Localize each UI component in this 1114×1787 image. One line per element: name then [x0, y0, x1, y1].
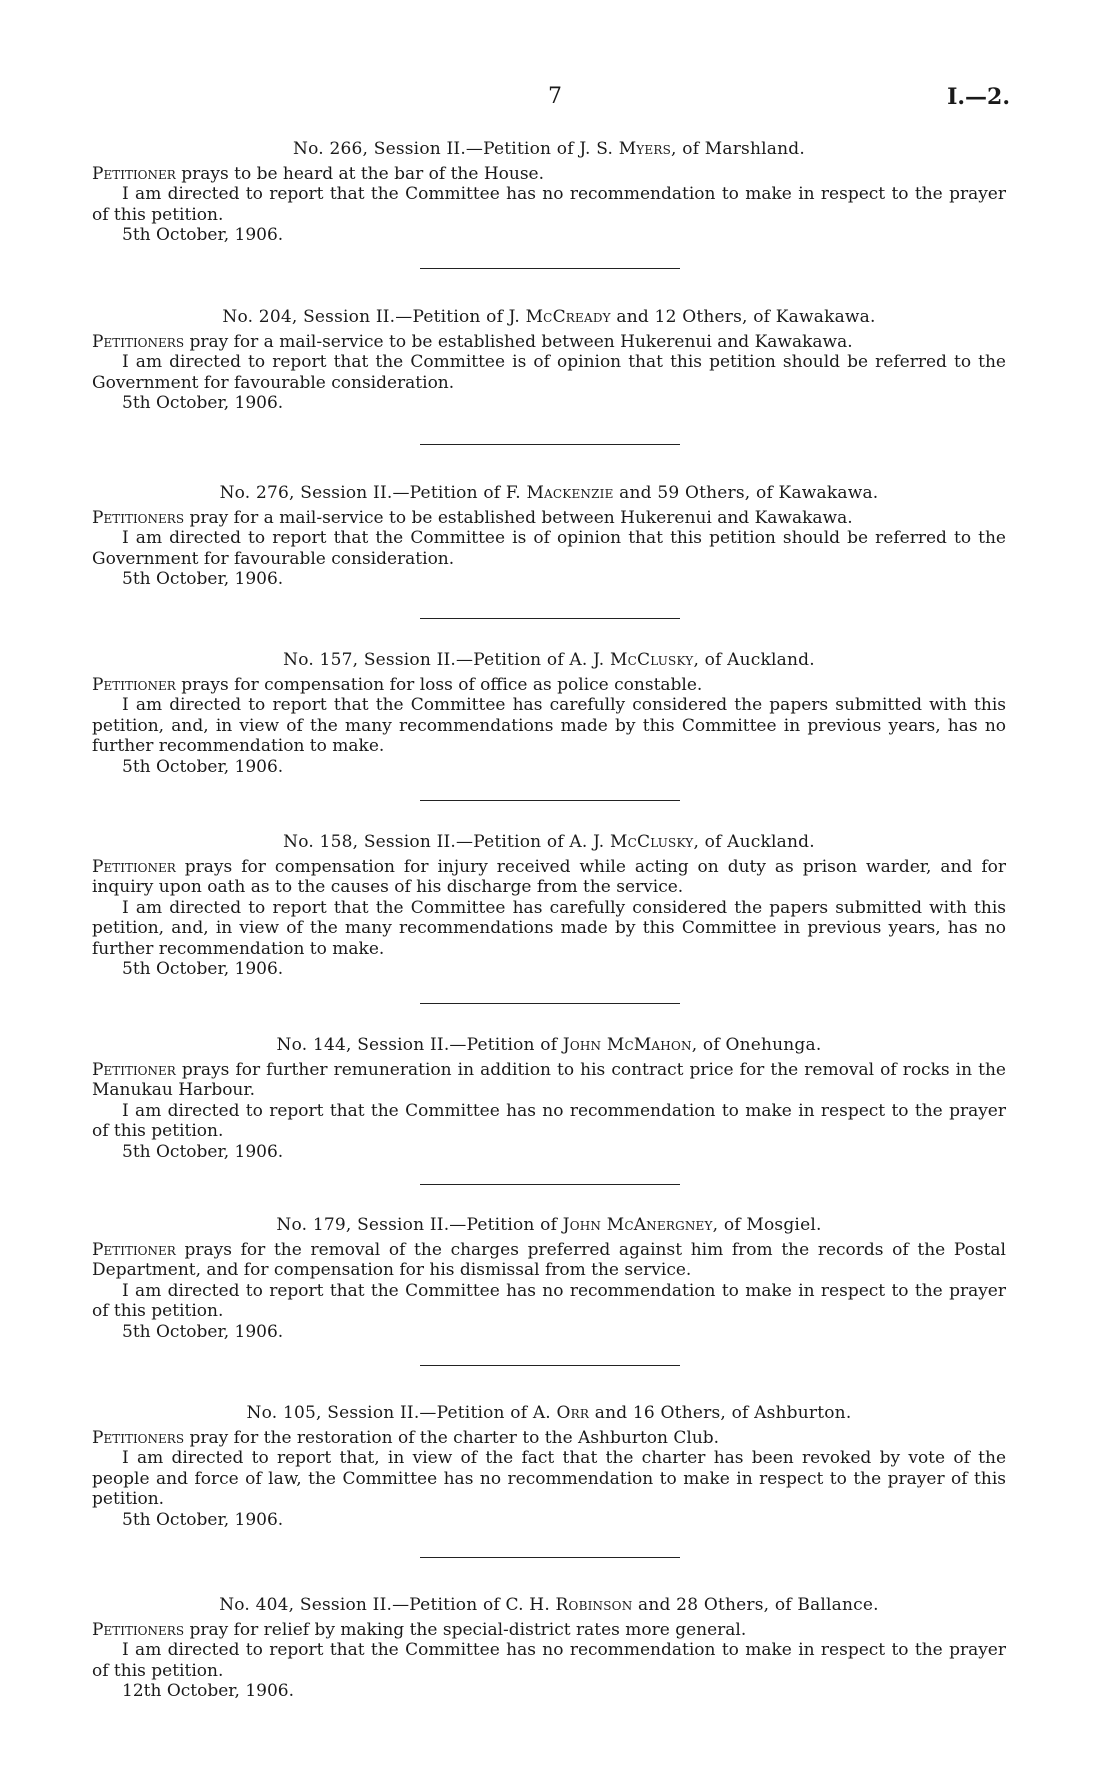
petition-entry — [92, 139, 1006, 246]
petition-date: 5th October, 1906. — [122, 1321, 284, 1342]
petition-prayer: Petitioners pray for relief by making the special-district rates more general. — [92, 1619, 747, 1640]
petition-report: I am directed to report that the Committee has carefully considered the papers submitted with this petition, and, in view of the many recommendations made by this Committee in previous years, has no further recommendation to make. — [92, 897, 1006, 959]
petition-heading: No. 144, Session II.—Petition of John McMahon, of Onehunga. — [276, 1035, 822, 1055]
petition-heading: No. 204, Session II.—Petition of J. McCready and 12 Others, of Kawakawa. — [222, 307, 876, 327]
petition-date: 5th October, 1906. — [122, 756, 284, 777]
petition-heading: No. 105, Session II.—Petition of A. Orr and 16 Others, of Ashburton. — [246, 1403, 852, 1423]
section-divider — [420, 444, 680, 445]
section-divider — [420, 1365, 680, 1366]
petition-report: I am directed to report that the Committee is of opinion that this petition should be referred to the Government for favourable consideration. — [92, 528, 1006, 569]
petition-date: 5th October, 1906. — [122, 1509, 284, 1530]
petition-report: I am directed to report that the Committee is of opinion that this petition should be referred to the Government for favourable consideration. — [92, 352, 1006, 393]
section-divider — [420, 1184, 680, 1185]
petition-entry — [92, 832, 1006, 980]
petition-entry — [92, 1215, 1006, 1342]
petition-heading: No. 404, Session II.—Petition of C. H. Robinson and 28 Others, of Ballance. — [219, 1595, 879, 1615]
petition-prayer: Petitioner prays for compensation for injury received while acting on duty as prison warder, and for inquiry upon oath as to the causes of his discharge from the service. — [92, 856, 1006, 897]
section-divider — [420, 618, 680, 619]
petition-date: 5th October, 1906. — [122, 1141, 284, 1162]
petition-report: I am directed to report that the Committee has no recommendation to make in respect to the prayer of this petition. — [92, 1640, 1006, 1681]
petition-heading: No. 179, Session II.—Petition of John McAnergney, of Mosgiel. — [276, 1215, 822, 1235]
section-divider — [420, 800, 680, 801]
petition-heading: No. 276, Session II.—Petition of F. Mackenzie and 59 Others, of Kawakawa. — [219, 483, 879, 503]
page-number: 7 — [548, 84, 562, 109]
page-header — [0, 84, 1114, 114]
petition-date: 5th October, 1906. — [122, 393, 284, 413]
petition-prayer: Petitioner prays for further remuneration in addition to his contract price for the removal of rocks in the Manukau Harbour. — [92, 1059, 1006, 1100]
petition-entry — [92, 483, 1006, 590]
petition-prayer: Petitioner prays to be heard at the bar of the House. — [92, 163, 545, 184]
page-reference: I.—2. — [947, 84, 1010, 110]
petition-report: I am directed to report that the Committee has carefully considered the papers submitted with this petition, and, in view of the many recommendations made by this Committee in previous years, has no further recommendation to make. — [92, 695, 1006, 756]
petition-entry — [92, 1035, 1006, 1162]
petition-heading: No. 158, Session II.—Petition of A. J. McClusky, of Auckland. — [283, 832, 815, 852]
section-divider — [420, 1003, 680, 1004]
petition-prayer: Petitioner prays for the removal of the charges preferred against him from the records of the Postal Department, and for compensation for his dismissal from the service. — [92, 1239, 1006, 1280]
section-divider — [420, 268, 680, 269]
petition-entry — [92, 307, 1006, 414]
petition-date: 5th October, 1906. — [122, 569, 284, 589]
petition-prayer: Petitioners pray for a mail-service to be established between Hukerenui and Kawakawa. — [92, 507, 853, 528]
petition-entry — [92, 650, 1006, 777]
petition-entry — [92, 1595, 1006, 1702]
section-divider — [420, 1557, 680, 1558]
petition-report: I am directed to report that the Committee has no recommendation to make in respect to the prayer of this petition. — [92, 1100, 1006, 1141]
petition-prayer: Petitioner prays for compensation for loss of office as police constable. — [92, 674, 703, 695]
petition-report: I am directed to report that, in view of the fact that the charter has been revoked by vote of the people and force of law, the Committee has no recommendation to make in respect to the prayer of this petition. — [92, 1448, 1006, 1509]
petition-date: 12th October, 1906. — [122, 1681, 295, 1701]
petition-entry — [92, 1403, 1006, 1530]
petition-date: 5th October, 1906. — [122, 225, 284, 245]
petition-heading: No. 266, Session II.—Petition of J. S. Myers, of Marshland. — [293, 139, 805, 159]
petition-report: I am directed to report that the Committee has no recommendation to make in respect to the prayer of this petition. — [92, 184, 1006, 225]
petition-report: I am directed to report that the Committee has no recommendation to make in respect to the prayer of this petition. — [92, 1280, 1006, 1321]
petition-date: 5th October, 1906. — [122, 959, 284, 979]
petition-prayer: Petitioners pray for a mail-service to be established between Hukerenui and Kawakawa. — [92, 331, 853, 352]
petition-heading: No. 157, Session II.—Petition of A. J. McClusky, of Auckland. — [283, 650, 815, 670]
petition-prayer: Petitioners pray for the restoration of the charter to the Ashburton Club. — [92, 1427, 720, 1448]
